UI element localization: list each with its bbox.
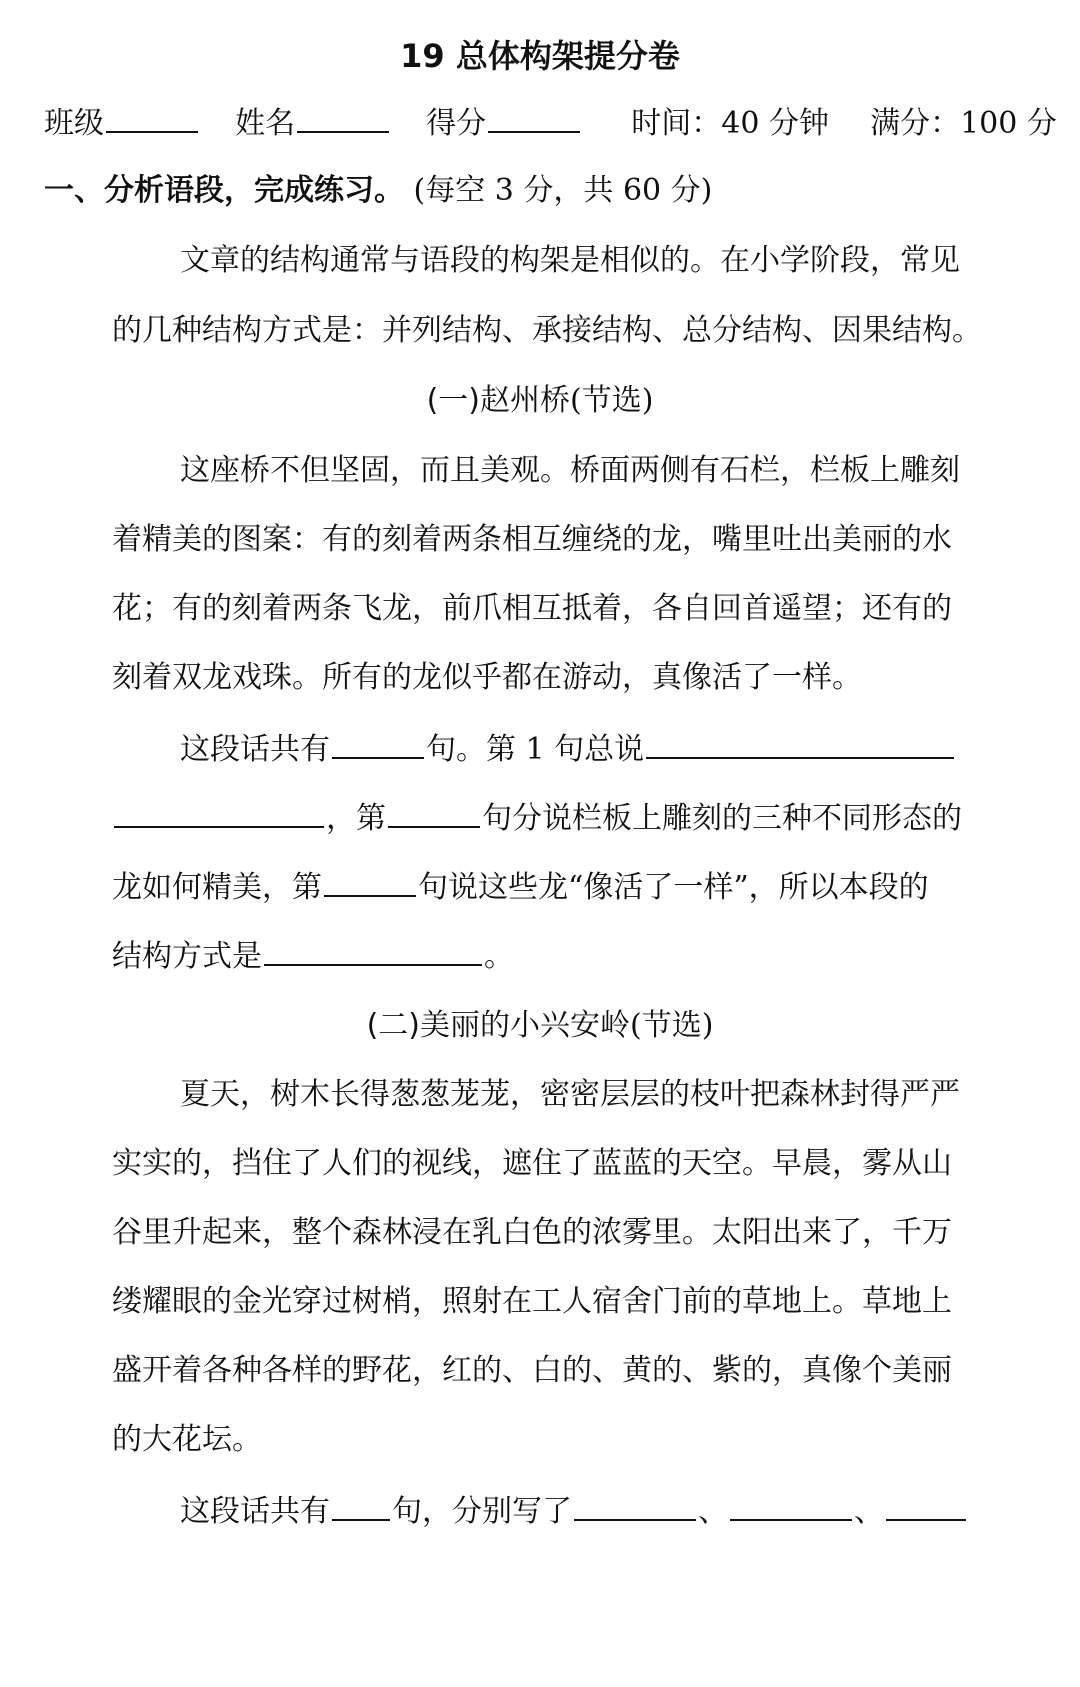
q-text: 结构方式是: [112, 939, 262, 974]
passage2-title-row: [0, 1006, 1080, 1046]
q-text: 。: [484, 939, 514, 974]
passage1-line-4: 刻着双龙戏珠。所有的龙似乎都在游动，真像活了一样。: [112, 660, 862, 695]
passage1-q-row-2: [0, 796, 1080, 839]
answer-blank[interactable]: [574, 1489, 696, 1521]
class-blank[interactable]: [106, 101, 198, 133]
q-text: 这段话共有: [180, 732, 330, 767]
passage1-q-row-1: [0, 727, 1080, 770]
q-text: ，第: [326, 801, 386, 836]
passage2-line-1: 夏天，树木长得葱葱茏茏，密密层层的枝叶把森林封得严严: [180, 1077, 960, 1112]
passage1-line-2: 着精美的图案：有的刻着两条相互缠绕的龙，嘴里吐出美丽的水: [112, 522, 952, 557]
section1-heading-row: [0, 171, 1080, 211]
passage2-line-6: 的大花坛。: [112, 1422, 262, 1457]
passage1-q-row-4: [0, 934, 1080, 977]
answer-blank[interactable]: [646, 727, 954, 759]
answer-blank[interactable]: [114, 796, 324, 828]
intro-line-2: 的几种结构方式是：并列结构、承接结构、总分结构、因果结构。: [112, 313, 982, 348]
answer-blank[interactable]: [332, 1489, 390, 1521]
answer-blank[interactable]: [388, 796, 480, 828]
answer-blank[interactable]: [886, 1489, 966, 1521]
intro-line-1: 文章的结构通常与语段的构架是相似的。在小学阶段，常见: [180, 243, 960, 278]
answer-blank[interactable]: [324, 865, 416, 897]
score-blank[interactable]: [488, 101, 580, 133]
header-row: [0, 101, 1080, 144]
passage2-q-row-1: [0, 1489, 1080, 1532]
page-title: 19 总体构架提分卷: [400, 37, 680, 75]
score-label: 得分: [426, 106, 487, 141]
passage1-q-row-3: [0, 865, 1080, 908]
section1-heading: 一、分析语段，完成练习。: [44, 173, 404, 208]
passage2-title: (二)美丽的小兴安岭: [366, 1008, 630, 1043]
passage1-title-row: [0, 381, 1080, 421]
answer-blank[interactable]: [332, 727, 424, 759]
q-text: 句分说栏板上雕刻的三种不同形态的: [482, 801, 962, 836]
name-blank[interactable]: [297, 101, 389, 133]
passage2-line-4: 缕耀眼的金光穿过树梢，照射在工人宿舍门前的草地上。草地上: [112, 1284, 952, 1319]
passage2-note: (节选): [630, 1008, 714, 1043]
passage2-line-3: 谷里升起来，整个森林浸在乳白色的浓雾里。太阳出来了，千万: [112, 1215, 952, 1250]
name-label: 姓名: [235, 106, 296, 141]
q-text: 、: [854, 1494, 884, 1529]
q-text: 句，分别写了: [392, 1494, 572, 1529]
q-text: 句说这些龙“像活了一样”，所以本段的: [418, 870, 929, 905]
passage1-line-3: 花；有的刻着两条飞龙，前爪相互抵着，各自回首遥望；还有的: [112, 591, 952, 626]
passage2-line-5: 盛开着各种各样的野花，红的、白的、黄的、紫的，真像个美丽: [112, 1353, 952, 1388]
time-info: 时间：40 分钟: [631, 106, 829, 141]
answer-blank[interactable]: [730, 1489, 852, 1521]
q-text: 句。第 1 句总说: [426, 732, 645, 767]
q-text: 龙如何精美，第: [112, 870, 322, 905]
passage1-title: (一)赵州桥: [426, 383, 570, 418]
answer-blank[interactable]: [264, 934, 482, 966]
section1-points: (每空 3 分，共 60 分): [413, 173, 713, 208]
passage1-note: (节选): [570, 383, 654, 418]
class-label: 班级: [44, 106, 104, 141]
passage1-line-1: 这座桥不但坚固，而且美观。桥面两侧有石栏，栏板上雕刻: [180, 453, 960, 488]
q-text: 这段话共有: [180, 1494, 330, 1529]
full-score-info: 满分：100 分: [870, 106, 1057, 141]
passage2-line-2: 实实的，挡住了人们的视线，遮住了蓝蓝的天空。早晨，雾从山: [112, 1146, 952, 1181]
q-text: 、: [698, 1494, 728, 1529]
